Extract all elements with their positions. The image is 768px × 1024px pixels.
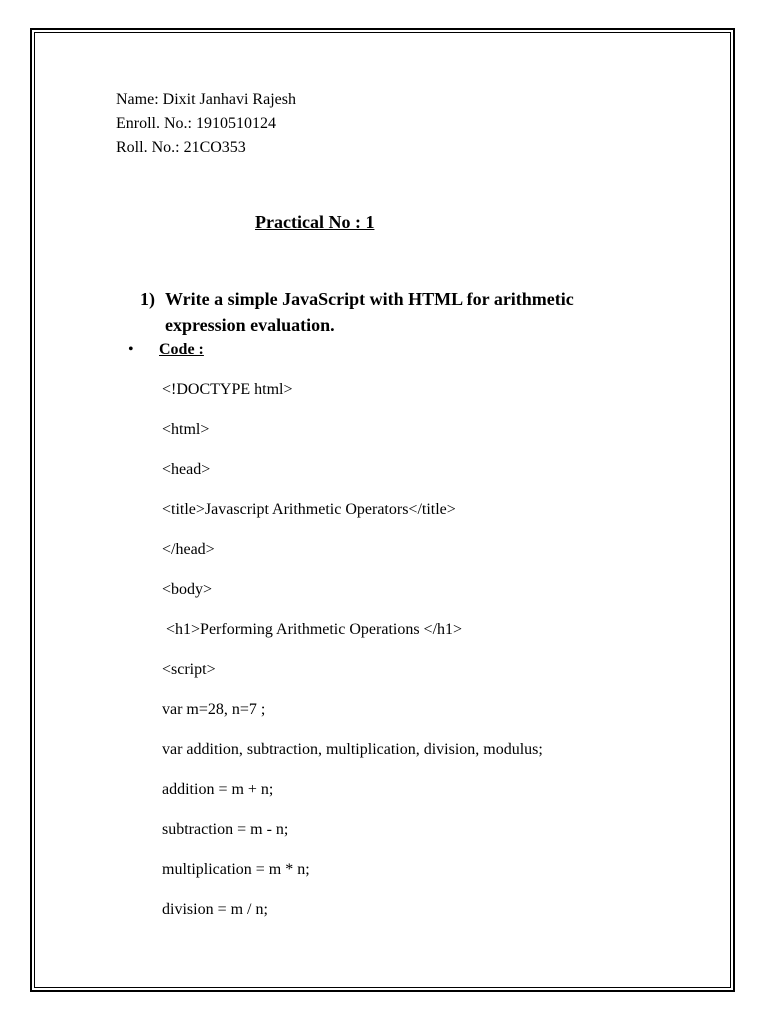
question-number: 1) [140,289,155,309]
code-line: <body> [162,581,213,598]
enroll-number: Enroll. No.: 1910510124 [116,115,276,132]
code-line: subtraction = m - n; [162,821,289,838]
bullet-icon: • [128,341,134,358]
code-line: division = m / n; [162,901,268,918]
roll-number: Roll. No.: 21CO353 [116,139,246,156]
question [140,286,574,338]
code-line: <!DOCTYPE html> [162,381,293,398]
code-heading [128,341,204,359]
code-line: <h1>Performing Arithmetic Operations </h1> [162,621,463,638]
code-line: <title>Javascript Arithmetic Operators</title> [162,501,456,518]
code-line: <html> [162,421,210,438]
code-line: multiplication = m * n; [162,861,310,878]
code-line: <script> [162,661,216,678]
code-line: var addition, subtraction, multiplication, division, modulus; [162,741,543,758]
student-name: Name: Dixit Janhavi Rajesh [116,91,296,108]
question-line-1: Write a simple JavaScript with HTML for arithmetic [165,289,574,309]
student-info [116,88,296,160]
code-line: </head> [162,541,215,558]
code-line: addition = m + n; [162,781,274,798]
code-line: <head> [162,461,211,478]
practical-title: Practical No : 1 [255,212,375,232]
question-line-2: expression evaluation. [165,315,335,335]
code-label: Code : [159,341,204,358]
code-line: var m=28, n=7 ; [162,701,266,718]
code-block [162,378,543,938]
